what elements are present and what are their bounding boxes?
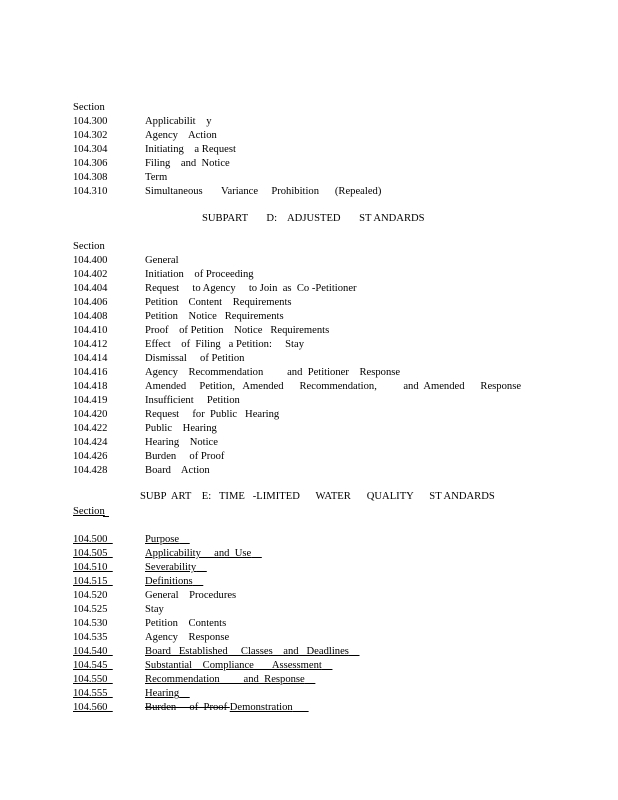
title-text: Board Action — [145, 465, 210, 476]
section-title — [145, 157, 230, 171]
toc-row — [73, 561, 593, 575]
title-text: Request to Agency to Join as Co -Petitioner — [145, 283, 357, 294]
section-number: 104.550 — [73, 674, 113, 685]
title-text: Amended Petition, Amended Recommendation, and Amended Response — [145, 381, 522, 392]
title-text: Request for Public Hearing — [145, 409, 280, 420]
title-text: Severability — [145, 562, 197, 573]
section-number: 104.418 — [73, 381, 108, 392]
title-text: Recommendation and Response — [145, 674, 305, 685]
section-number: 104.500 — [73, 534, 113, 545]
toc-row — [73, 338, 593, 352]
toc-row — [73, 129, 593, 143]
title-text: Insufficient Petition — [145, 395, 240, 406]
title-text: Term — [145, 172, 168, 183]
section-title — [145, 408, 279, 422]
section-number: 104.520 — [73, 590, 108, 601]
toc-row — [73, 603, 593, 617]
section-title — [145, 687, 190, 701]
section-title — [145, 366, 400, 380]
section-title — [145, 143, 236, 157]
underline-pad — [251, 548, 262, 559]
title-text: Agency Response — [145, 632, 230, 643]
section-number: 104.525 — [73, 604, 108, 615]
toc-row — [73, 185, 593, 199]
section-label: Section — [73, 241, 105, 252]
section-title — [145, 380, 521, 394]
section-number: 104.426 — [73, 451, 108, 462]
title-text: Board Established Classes and Deadlines — [145, 646, 349, 657]
section-title — [145, 296, 292, 310]
toc-row — [73, 366, 593, 380]
toc-row — [73, 617, 593, 631]
toc-row — [73, 701, 593, 715]
section-title — [145, 352, 244, 366]
toc-row — [73, 547, 593, 561]
underline-pad — [179, 534, 190, 545]
subpart-e-block — [73, 505, 593, 715]
title-text: Applicabilit y — [145, 116, 212, 127]
section-number: 104.304 — [73, 144, 108, 155]
section-title — [145, 394, 240, 408]
subpart-e-heading: SUBP ART E: TIME -LIMITED WATER QUALITY ST ANDARDS — [140, 491, 495, 502]
title-text: Proof of Petition Notice Requirements — [145, 325, 330, 336]
title-text: Agency Action — [145, 130, 217, 141]
inserted-text: Demonstration — [229, 702, 293, 713]
underline-pad — [196, 562, 207, 573]
title-text: Purpose — [145, 534, 180, 545]
title-text: Simultaneous Variance Prohibition (Repealed) — [145, 186, 382, 197]
underline-pad — [305, 674, 316, 685]
title-text: Agency Recommendation and Petitioner Response — [145, 367, 401, 378]
section-number: 104.505 — [73, 548, 113, 559]
section-title — [145, 422, 217, 436]
section-number: 104.412 — [73, 339, 108, 350]
toc-row — [73, 143, 593, 157]
title-text: Applicability and Use — [145, 548, 252, 559]
section-title — [145, 645, 360, 659]
section-title — [145, 575, 203, 589]
section-title — [145, 561, 207, 575]
section-title — [145, 701, 309, 715]
toc-row — [73, 296, 593, 310]
section-number: 104.306 — [73, 158, 108, 169]
toc-row — [73, 254, 593, 268]
toc-row — [73, 659, 593, 673]
section-title — [145, 589, 236, 603]
underline-pad — [349, 646, 360, 657]
section-number: 104.422 — [73, 423, 108, 434]
deleted-text: Burden of Proof — [145, 702, 230, 713]
title-text: Initiating a Request — [145, 144, 236, 155]
toc-row — [73, 282, 593, 296]
title-text: Stay — [145, 604, 164, 615]
section-number: 104.555 — [73, 688, 113, 699]
toc-row — [73, 380, 593, 394]
toc-row — [73, 115, 593, 129]
section-title — [145, 129, 217, 143]
toc-row — [73, 408, 593, 422]
toc-row — [73, 575, 593, 589]
title-text: Hearing — [145, 688, 180, 699]
section-number: 104.400 — [73, 255, 108, 266]
toc-row — [73, 450, 593, 464]
section-number: 104.530 — [73, 618, 108, 629]
section-number: 104.510 — [73, 562, 113, 573]
section-label: Section — [73, 505, 593, 519]
title-text: Burden of Proof — [145, 451, 225, 462]
toc-row — [73, 673, 593, 687]
toc-row — [73, 687, 593, 701]
title-text: Initiation of Proceeding — [145, 269, 254, 280]
title-text: Petition Notice Requirements — [145, 311, 284, 322]
title-text: Public Hearing — [145, 423, 217, 434]
toc-row — [73, 324, 593, 338]
underline-pad — [322, 660, 333, 671]
section-title — [145, 338, 304, 352]
toc-row — [73, 268, 593, 282]
section-number: 104.545 — [73, 660, 113, 671]
section-title — [145, 547, 262, 561]
toc-row — [73, 436, 593, 450]
section-title — [145, 254, 179, 268]
toc-row — [73, 422, 593, 436]
toc-row — [73, 589, 593, 603]
section-number: 104.410 — [73, 325, 108, 336]
section-number: 104.414 — [73, 353, 108, 364]
section-title — [145, 617, 226, 631]
section-number: 104.300 — [73, 116, 108, 127]
section-title — [145, 268, 254, 282]
title-text: Effect of Filing a Petition: Stay — [145, 339, 304, 350]
title-text: Dismissal of Petition — [145, 353, 245, 364]
section-title — [145, 450, 224, 464]
section-number: 104.560 — [73, 702, 113, 713]
toc-row — [73, 631, 593, 645]
title-text: General — [145, 255, 179, 266]
section-number: 104.308 — [73, 172, 108, 183]
section-number: 104.404 — [73, 283, 108, 294]
toc-row — [73, 171, 593, 185]
section-title — [145, 282, 357, 296]
section-number: 104.420 — [73, 409, 108, 420]
toc-row — [73, 533, 593, 547]
section-title — [145, 603, 164, 617]
section-number: 104.535 — [73, 632, 108, 643]
section-number: 104.540 — [73, 646, 113, 657]
section-number: 104.310 — [73, 186, 108, 197]
underline-trail — [103, 505, 109, 517]
title-text: Hearing Notice — [145, 437, 218, 448]
underline-pad — [293, 702, 309, 713]
section-label: Section — [73, 102, 105, 113]
toc-row — [73, 645, 593, 659]
toc-row — [73, 157, 593, 171]
section-title — [145, 464, 210, 478]
section-title — [145, 310, 284, 324]
section-title — [145, 533, 190, 547]
section-title — [145, 673, 315, 687]
section-number: 104.428 — [73, 465, 108, 476]
subpart-d-block — [73, 240, 593, 478]
title-text: Filing and Notice — [145, 158, 230, 169]
section-title — [145, 171, 167, 185]
section-number: 104.416 — [73, 367, 108, 378]
section-number: 104.402 — [73, 269, 108, 280]
title-text: Petition Contents — [145, 618, 227, 629]
subpart-c-block — [73, 101, 593, 199]
section-title — [145, 185, 381, 199]
section-number: 104.302 — [73, 130, 108, 141]
section-title — [145, 436, 218, 450]
section-title — [145, 115, 212, 129]
section-number: 104.419 — [73, 395, 108, 406]
toc-row — [73, 310, 593, 324]
subpart-d-heading: SUBPART D: ADJUSTED ST ANDARDS — [202, 213, 425, 224]
section-number: 104.406 — [73, 297, 108, 308]
title-text: Substantial Compliance Assessment — [145, 660, 322, 671]
section-number: 104.408 — [73, 311, 108, 322]
title-text: General Procedures — [145, 590, 237, 601]
section-title — [145, 659, 332, 673]
section-number: 104.515 — [73, 576, 113, 587]
underline-pad — [193, 576, 204, 587]
title-text: Definitions — [145, 576, 193, 587]
section-number: 104.424 — [73, 437, 108, 448]
toc-row — [73, 464, 593, 478]
blank-line — [73, 519, 593, 533]
title-text: Petition Content Requirements — [145, 297, 292, 308]
toc-row — [73, 352, 593, 366]
section-title — [145, 324, 329, 338]
toc-row — [73, 394, 593, 408]
section-title — [145, 631, 229, 645]
underline-pad — [179, 688, 190, 699]
